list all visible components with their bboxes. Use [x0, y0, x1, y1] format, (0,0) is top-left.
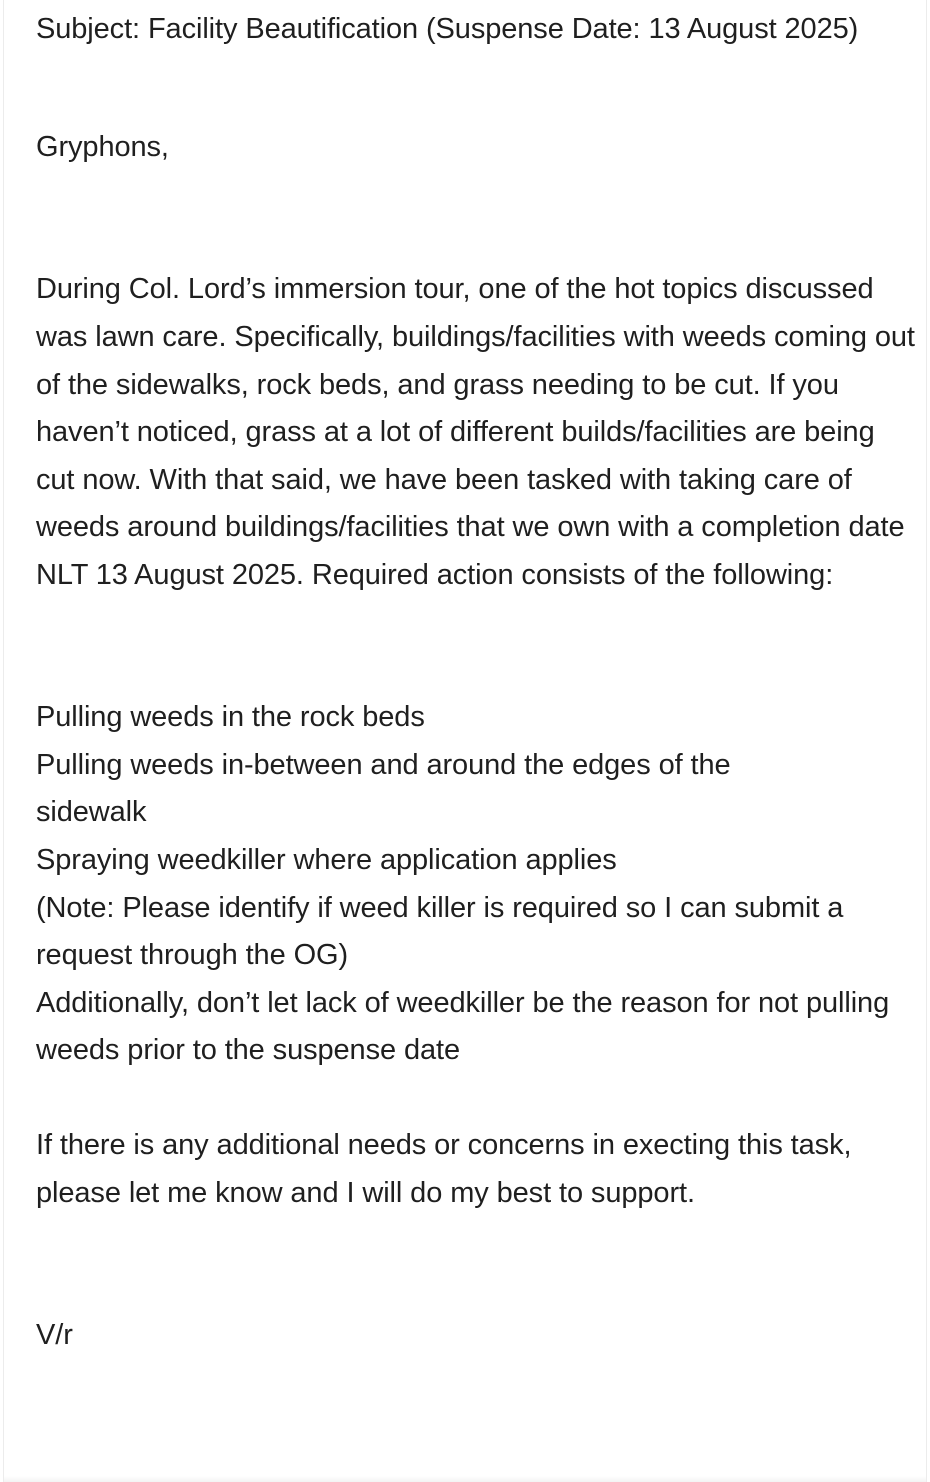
email-support-paragraph: If there is any additional needs or concerns in execting this task, please let me know and I will do my best to support.	[36, 1129, 852, 1210]
action-item-note: (Note: Please identify if weed killer is required so I can submit a request through the OG)	[36, 891, 844, 972]
email-body-paragraph: During Col. Lord’s immersion tour, one of the hot topics discussed was lawn care. Specifically, buildings/facilities with weeds coming out of the sidewalks, rock beds, and grass needing to be cut. If you haven’t noticed, grass at a lot of different builds/facilities are being cut now. With that said, we have been tasked with taking care of weeds around buildings/facilities that we own with a completion date NLT 13 August 2025. Required action consists of the following:	[36, 273, 915, 591]
email-message	[36, 6, 916, 1360]
email-body-panel	[3, 0, 927, 1482]
spacer	[36, 54, 916, 102]
spacer	[36, 1265, 916, 1312]
action-item: Pulling weeds in the rock beds	[36, 701, 425, 734]
spacer	[36, 1218, 916, 1266]
spacer	[36, 600, 916, 648]
email-subject: Subject: Facility Beautification (Suspense Date: 13 August 2025)	[36, 13, 859, 45]
spacer	[36, 1075, 916, 1123]
spacer	[36, 219, 916, 266]
email-greeting: Gryphons,	[36, 131, 169, 164]
bottom-edge-shadow	[4, 1476, 926, 1482]
spacer	[36, 101, 916, 124]
action-item: Pulling weeds in-between and around the edges of the sidewalk	[36, 748, 731, 829]
email-signoff: V/r	[36, 1319, 73, 1352]
action-item: Additionally, don’t let lack of weedkiller be the reason for not pulling weeds prior to the suspense date	[36, 986, 890, 1067]
spacer	[36, 172, 916, 220]
action-item: Spraying weedkiller where application applies	[36, 843, 617, 876]
spacer	[36, 647, 916, 694]
